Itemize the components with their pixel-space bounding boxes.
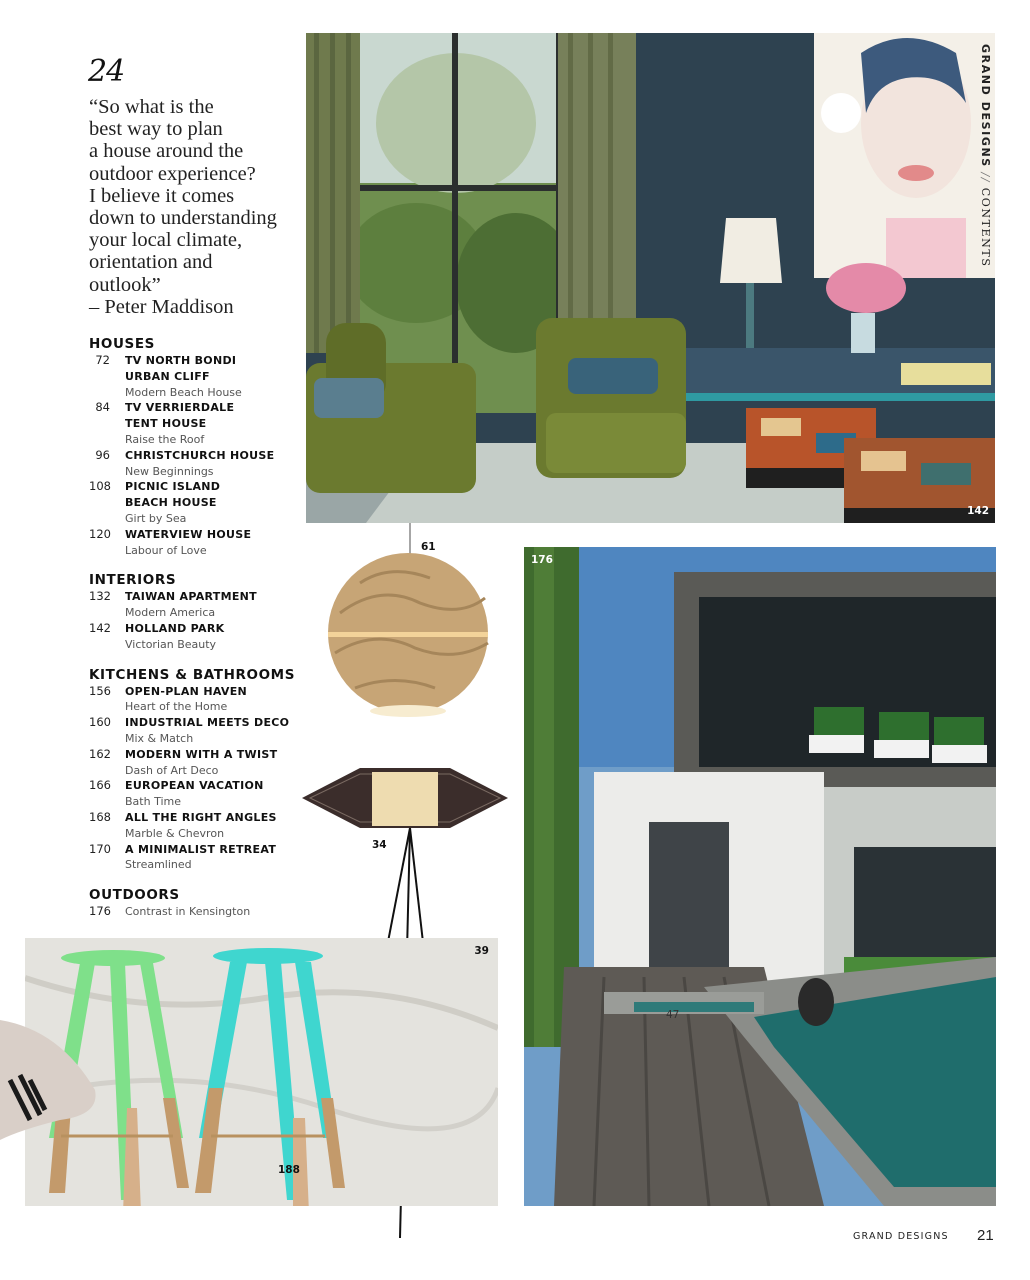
entry-page-number: 84 (95, 400, 110, 415)
side-separator: // (979, 172, 992, 184)
pendant-page-ref: 61 (421, 541, 436, 553)
entry-title: ALL THE RIGHT ANGLES (125, 810, 277, 824)
quote-line: “So what is the (89, 96, 214, 118)
stools-small-page-ref: 188 (278, 1164, 300, 1176)
entry-page-number: 96 (95, 447, 110, 462)
entry-page-number: 176 (89, 904, 111, 919)
entry-subtitle: Marble & Chevron (125, 826, 225, 840)
contents-entry[interactable] (89, 684, 309, 716)
entry-title: OPEN-PLAN HAVEN (125, 684, 248, 698)
contents-entry[interactable] (89, 353, 309, 400)
quote-line: down to understanding (89, 207, 277, 230)
pool-page-ref: 47 (666, 1009, 680, 1021)
entry-title: TV VERRIERDALE TENT HOUSE (125, 401, 235, 431)
entry-title: CHRISTCHURCH HOUSE (125, 448, 275, 462)
entry-page-number: 132 (89, 589, 111, 604)
side-section-name: CONTENTS (979, 187, 992, 268)
entry-subtitle: New Beginnings (125, 464, 214, 478)
entry-title: PICNIC ISLAND BEACH HOUSE (125, 480, 221, 510)
entry-page-number: 142 (89, 620, 111, 635)
quote-line: outlook” (89, 273, 161, 296)
quote-line: your local climate, (89, 229, 243, 252)
entry-title: HOLLAND PARK (125, 621, 225, 635)
quote-line: a house around the (89, 140, 244, 163)
quote-line: outdoor experience? (89, 162, 256, 185)
entry-title: INDUSTRIAL MEETS DECO (125, 716, 290, 730)
entry-title: TV NORTH BONDI URBAN CLIFF (125, 354, 237, 383)
entry-title: TAIWAN APARTMENT (125, 590, 257, 604)
entry-subtitle: Mix & Match (125, 731, 194, 745)
entry-subtitle: Dash of Art Deco (125, 763, 219, 777)
living-room-photo (306, 33, 995, 523)
section-title: KITCHENS & BATHROOMS (89, 666, 296, 683)
living-room-page-ref: 142 (967, 505, 989, 517)
contents-entry[interactable] (89, 778, 309, 810)
house-pool-photo (524, 547, 996, 1206)
entry-subtitle: Contrast in Kensington (125, 905, 251, 919)
contents-entry[interactable] (89, 904, 309, 920)
entry-title: EUROPEAN VACATION (125, 779, 264, 793)
entry-subtitle: Bath Time (125, 795, 181, 809)
contents-section (89, 336, 309, 558)
contents-section (89, 667, 309, 874)
entry-subtitle: Modern Beach House (125, 385, 242, 399)
entry-page-number: 168 (89, 809, 111, 824)
contents-section (89, 572, 309, 652)
entry-subtitle: Labour of Love (125, 543, 207, 557)
side-section-label (978, 44, 992, 284)
section-title: HOUSES (89, 336, 156, 352)
entry-title: WATERVIEW HOUSE (125, 527, 252, 541)
entry-title: MODERN WITH A TWIST (125, 747, 278, 761)
entry-subtitle: Victorian Beauty (125, 637, 217, 651)
quote-page-number: 24 (88, 54, 125, 89)
house-page-ref: 176 (531, 554, 553, 566)
contents-entry[interactable] (89, 842, 309, 874)
entry-subtitle: Modern America (125, 606, 216, 620)
quote-author: – Peter Maddison (89, 295, 234, 318)
footer-page-number: 21 (977, 1227, 994, 1244)
footer-magazine-name: GRAND DESIGNS (853, 1231, 949, 1242)
entry-title: A MINIMALIST RETREAT (125, 842, 277, 856)
contents-entry[interactable] (89, 747, 309, 779)
entry-page-number: 160 (89, 715, 111, 730)
contents-entry[interactable] (89, 810, 309, 842)
contents-entry[interactable] (89, 479, 309, 526)
entry-subtitle: Streamlined (125, 858, 192, 872)
section-title: INTERIORS (89, 572, 177, 589)
pendant-lamp-image (320, 523, 500, 723)
entry-page-number: 72 (95, 353, 110, 367)
contents-entry[interactable] (89, 715, 309, 747)
contents-entry[interactable] (89, 400, 309, 447)
quote-line: I believe it comes (89, 184, 235, 207)
quote-line: best way to plan (89, 118, 223, 141)
entry-page-number: 170 (89, 841, 111, 856)
entry-subtitle: Raise the Roof (125, 432, 205, 446)
contents-entry[interactable] (89, 589, 309, 621)
living-room-illustration (306, 33, 995, 523)
entry-page-number: 108 (89, 479, 111, 494)
entry-page-number: 162 (89, 746, 111, 761)
entry-page-number: 166 (89, 778, 111, 793)
cutout-object-image (0, 1020, 105, 1140)
contents-section (89, 887, 309, 920)
contents-list (89, 336, 309, 934)
entry-page-number: 120 (89, 526, 111, 541)
entry-page-number: 156 (89, 683, 111, 698)
side-magazine-name: GRAND DESIGNS (979, 44, 992, 168)
contents-entry[interactable] (89, 527, 309, 559)
contents-entry[interactable] (89, 621, 309, 653)
pull-quote (89, 96, 304, 318)
entry-subtitle: Girt by Sea (125, 511, 187, 525)
house-illustration (524, 547, 996, 1206)
entry-subtitle: Heart of the Home (125, 700, 228, 714)
contents-entry[interactable] (89, 448, 309, 480)
quote-line: orientation and (89, 251, 213, 274)
section-title: OUTDOORS (89, 887, 180, 904)
stools-page-ref: 39 (474, 945, 489, 957)
floor-lamp-page-ref: 34 (372, 839, 387, 851)
